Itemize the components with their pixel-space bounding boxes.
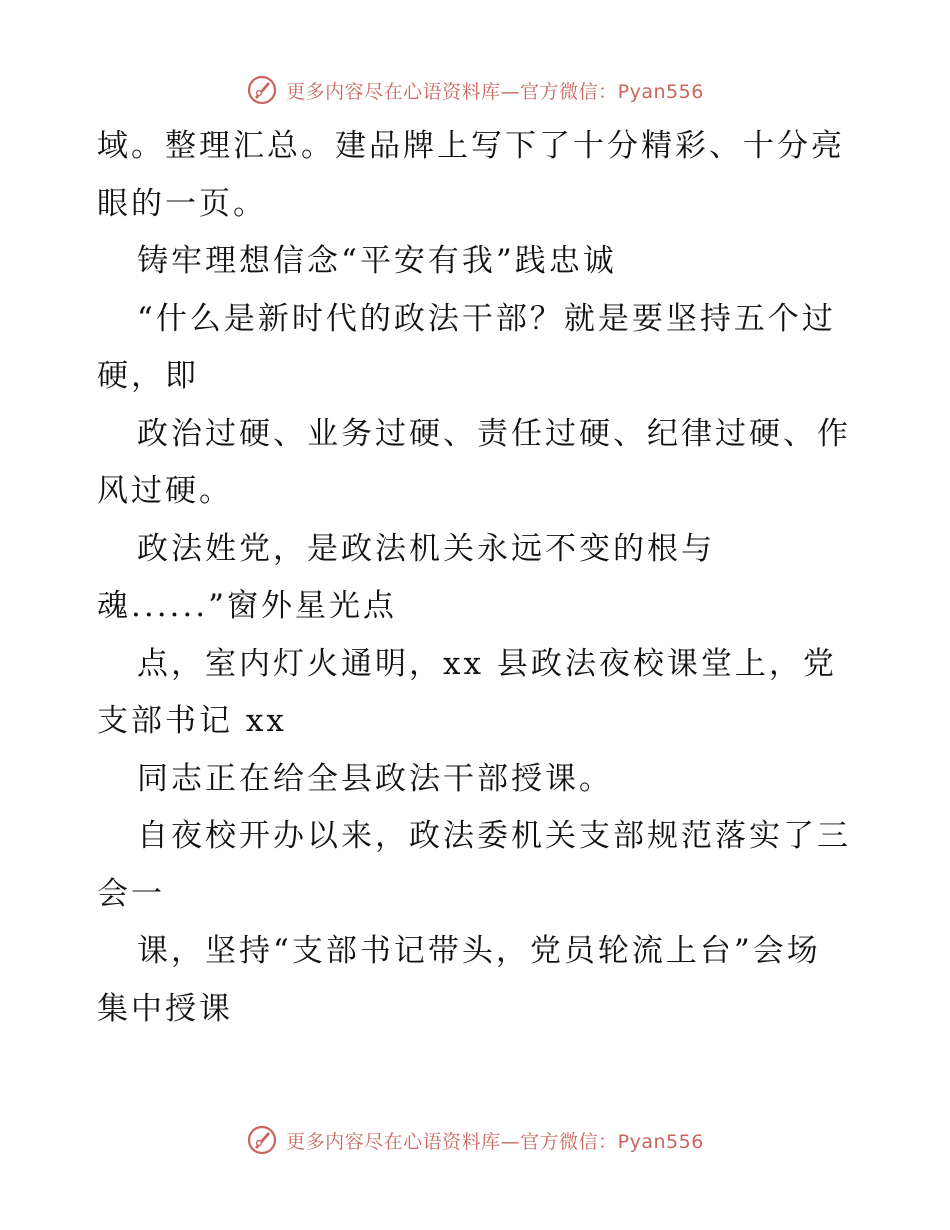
text-line: 魂......”窗外星光点 <box>97 588 397 624</box>
text-line: 支部书记 xx <box>97 703 287 739</box>
text-line: 铸牢理想信念“平安有我”践忠诚 <box>137 243 617 279</box>
text-line: 点，室内灯火通明，xx 县政法夜校课堂上，党 <box>137 645 837 682</box>
header-watermark <box>0 70 950 110</box>
text-line: “什么是新时代的政法干部？就是要坚持五个过 <box>137 300 836 337</box>
watermark-text: 更多内容尽在心语资料库—官方微信：Pyan556 <box>286 1130 704 1153</box>
text-line: 风过硬。 <box>97 473 233 509</box>
watermark-text: 更多内容尽在心语资料库—官方微信：Pyan556 <box>286 80 704 103</box>
text-line: 会一 <box>97 875 165 912</box>
text-line: 域。整理汇总。建品牌上写下了十分精彩、十分亮 <box>97 128 845 164</box>
text-line: 同志正在给全县政法干部授课。 <box>137 760 613 797</box>
text-line: 课，坚持“支部书记带头，党员轮流上台”会场 <box>137 933 821 969</box>
footer-watermark <box>0 1120 950 1160</box>
text-line: 集中授课 <box>97 990 233 1027</box>
quill-logo-icon <box>246 74 278 106</box>
text-line: 眼的一页。 <box>97 185 267 222</box>
text-line: 政治过硬、业务过硬、责任过硬、纪律过硬、作 <box>137 415 851 452</box>
text-line: 自夜校开办以来，政法委机关支部规范落实了三 <box>137 818 851 854</box>
document-body <box>97 118 857 1038</box>
text-line: 硬，即 <box>97 358 199 394</box>
quill-logo-icon <box>246 1124 278 1156</box>
text-line: 政法姓党，是政法机关永远不变的根与 <box>137 530 715 567</box>
